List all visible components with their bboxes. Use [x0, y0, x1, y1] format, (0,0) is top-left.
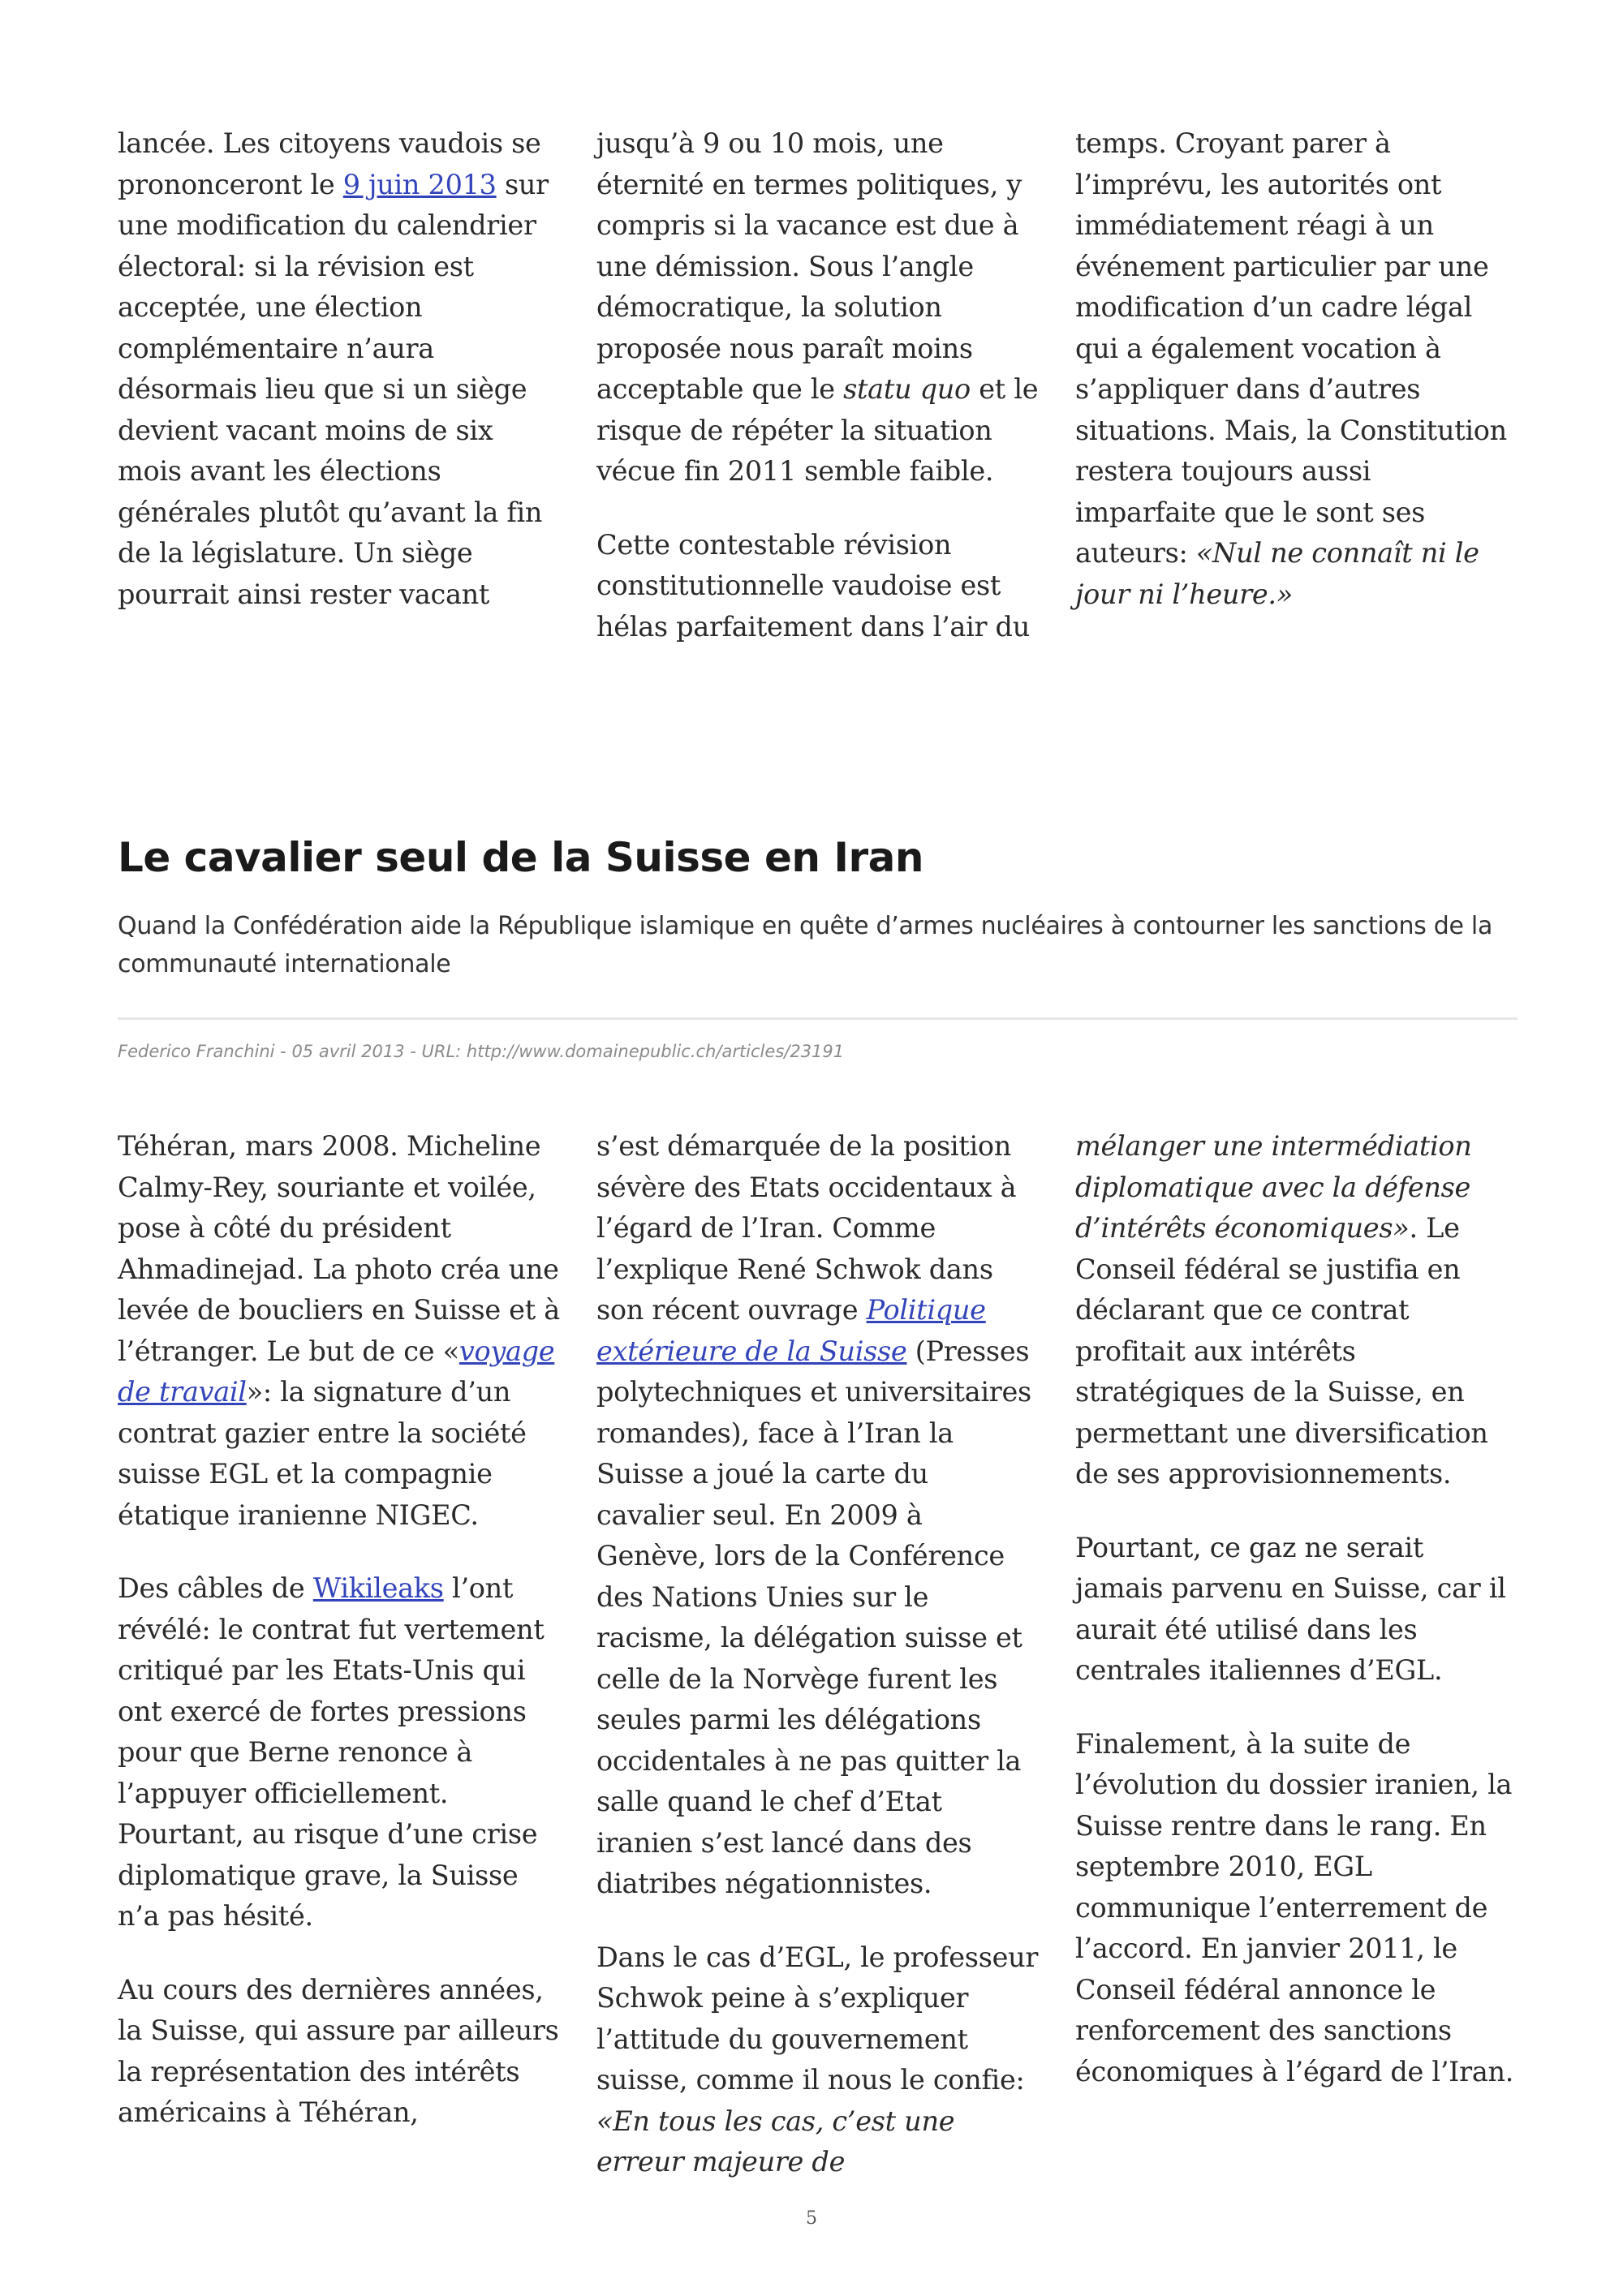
paragraph: Cette contestable révision constitutionnelle vaudoise est hélas parfaitement dans l’air du — [596, 528, 1030, 643]
paragraph: Dans le cas d’EGL, le professeur Schwok peine à s’expliquer l’attitude du gouvernement suisse, comme il nous le confie: «En tous les cas, c’est une erreur majeure de — [596, 1941, 1039, 2178]
paragraph: Finalement, à la suite de l’évolution du dossier iranien, la Suisse rentre dans le rang. En septembre 2010, EGL communique l’enterrement de l’accord. En janvier 2011, le Conseil fédéral annonce le renforcement des sanctions économiques à l’égard de l’Iran. — [1075, 1727, 1514, 2087]
paragraph: s’est démarquée de la position sévère des Etats occidentaux à l’égard de l’Iran. Comme l’explique René Schwok dans son récent ouvrage Politique extérieure de la Suisse (Presses polytechniques et universitaires romandes), face à l’Iran la Suisse a joué la carte du cavalier seul. En 2009 à Genève, lors de la Conférence des Nations Unies sur le racisme, la délégation suisse et celle de la Norvège furent les seules parmi les délégations occidentales à ne pas quitter la salle quand le chef d’Etat iranien s’est lancé dans des diatribes négationnistes. — [596, 1130, 1031, 1899]
paragraph: lancée. Les citoyens vaudois se prononceront le 9 juin 2013 sur une modification du calendrier électoral: si la révision est acceptée, une élection complémentaire n’aura désormais lieu que si un siège devient vacant moins de six mois avant les élections générales plutôt qu’avant la fin de la législature. Un siège pourrait ainsi rester vacant — [118, 127, 549, 610]
text-column-3 — [1075, 1126, 1518, 2183]
divider — [118, 1017, 1518, 1020]
text-column-3 — [1075, 123, 1518, 647]
book-link[interactable]: Politique extérieure de la Suisse — [596, 1294, 986, 1367]
wikileaks-link[interactable]: Wikileaks — [312, 1572, 444, 1604]
article-subtitle: Quand la Confédération aide la République islamique en quête d’armes nucléaires à contourner les sanctions de la communauté internationale — [118, 912, 1493, 978]
date-link[interactable]: 9 juin 2013 — [342, 168, 497, 200]
article-body-columns — [118, 1126, 1518, 2183]
voyage-link[interactable]: voyage de travail — [118, 1335, 555, 1408]
text-column-1 — [118, 1126, 560, 2183]
paragraph: Téhéran, mars 2008. Micheline Calmy-Rey, souriante et voilée, pose à côté du président Ahmadinejad. La photo créa une levée de boucliers en Suisse et à l’étranger. Le but de ce «voyage de travail»: la signature d’un contrat gazier entre la société suisse EGL et la compagnie étatique iranienne NIGEC. — [118, 1130, 560, 1531]
paragraph: Pourtant, ce gaz ne serait jamais parvenu en Suisse, car il aurait été utilisé dans les centrales italiennes d’EGL. — [1075, 1531, 1506, 1686]
paragraph: mélanger une intermédiation diplomatique avec la défense d’intérêts économiques». Le Conseil fédéral se justifia en déclarant que ce contrat profitait aux intérêts stratégiques de la Suisse, en permettant une diversification de ses approvisionnements. — [1075, 1130, 1488, 1490]
previous-article-columns — [118, 123, 1518, 647]
paragraph: temps. Croyant parer à l’imprévu, les autorités ont immédiatement réagi à un événement particulier par une modification d’un cadre légal qui a également vocation à s’appliquer dans d’autres situations. Mais, la Constitution restera toujours aussi imparfaite que le sont ses auteurs: «Nul ne connaît ni le jour ni l’heure.» — [1075, 127, 1507, 610]
paragraph: Des câbles de Wikileaks l’ont révélé: le contrat fut vertement critiqué par les Etats-Unis qui ont exercé de fortes pressions pour que Berne renonce à l’appuyer officiellement. Pourtant, au risque d’une crise diplomatique grave, la Suisse n’a pas hésité. — [118, 1572, 545, 1932]
paragraph: jusqu’à 9 ou 10 mois, une éternité en termes politiques, y compris si la vacance est due à une démission. Sous l’angle démocratique, la solution proposée nous paraît moins acceptable que le statu quo et le risque de répéter la situation vécue fin 2011 semble faible. — [596, 127, 1039, 487]
paragraph: Au cours des dernières années, la Suisse, qui assure par ailleurs la représentation des intérêts américains à Téhéran, — [118, 1973, 559, 2128]
article-title: Le cavalier seul de la Suisse en Iran — [118, 834, 923, 881]
text-column-2 — [596, 123, 1039, 647]
page-number: 5 — [806, 2208, 817, 2229]
article-meta: Federico Franchini - 05 avril 2013 - URL: http://www.domainepublic.ch/articles/23191 — [118, 1042, 845, 1061]
text-column-2 — [596, 1126, 1039, 2183]
text-column-1 — [118, 123, 560, 647]
